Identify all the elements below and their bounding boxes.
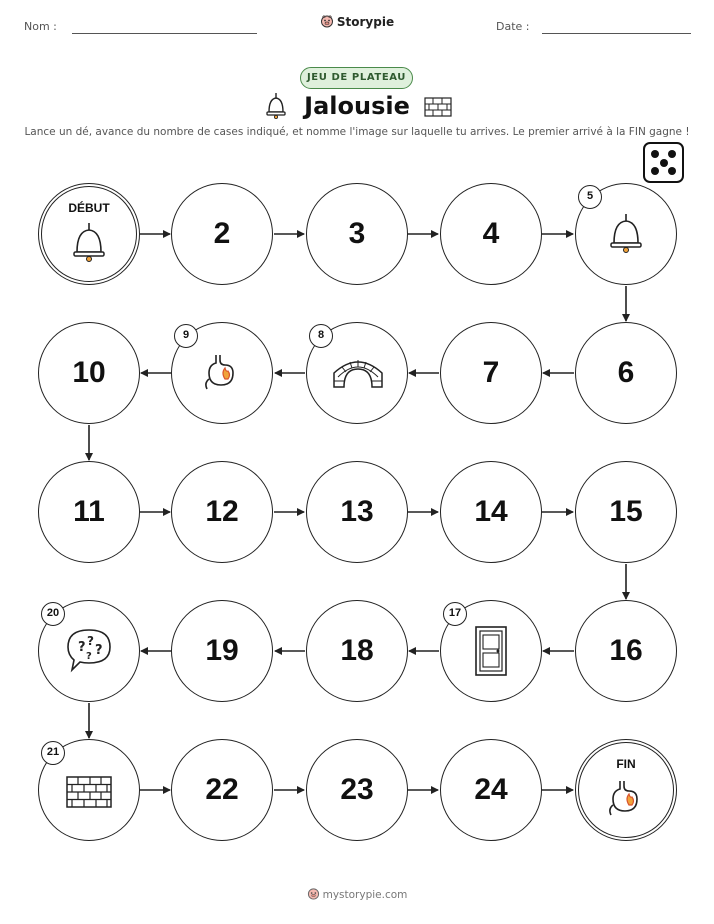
cell-number-badge: 17	[443, 602, 467, 626]
board-cell: 19	[171, 600, 273, 702]
board-cell: 13	[306, 461, 408, 563]
board-cell: 7	[440, 322, 542, 424]
board-cell: 2	[171, 183, 273, 285]
svg-text:?: ?	[95, 643, 103, 658]
stone-arch-bridge-icon	[332, 355, 384, 389]
board-cell-picture	[306, 322, 408, 424]
cell-number-badge: 8	[309, 324, 333, 348]
date-label: Date :	[496, 20, 530, 33]
cell-number-badge: 9	[174, 324, 198, 348]
footer	[0, 887, 714, 903]
game-type-badge: JEU DE PLATEAU	[300, 67, 413, 89]
page-title: Jalousie	[304, 92, 410, 120]
board-cell-picture	[38, 739, 140, 841]
finish-label: FIN	[616, 757, 636, 771]
question-speech-bubble-icon	[65, 627, 113, 673]
cell-number-badge: 5	[578, 185, 602, 209]
burning-stomach-icon	[605, 777, 647, 819]
board-cell: 6	[575, 322, 677, 424]
burning-stomach-icon	[201, 351, 243, 393]
footer-url[interactable]: mystorypie.com	[322, 889, 408, 901]
cell-number-badge: 21	[41, 741, 65, 765]
name-label: Nom :	[24, 20, 57, 33]
board-cell-picture	[38, 600, 140, 702]
cell-number-badge: 20	[41, 602, 65, 626]
board-cell: 3	[306, 183, 408, 285]
svg-text:?: ?	[86, 651, 92, 662]
start-label: DÉBUT	[68, 201, 110, 215]
board-cell-start	[38, 183, 140, 285]
brick-wall-icon	[66, 776, 112, 808]
board-cell: 16	[575, 600, 677, 702]
brand-name: Storypie	[336, 15, 395, 29]
bell-icon	[68, 221, 110, 263]
storypie-logo-icon	[307, 887, 320, 903]
board-cell: 24	[440, 739, 542, 841]
board-cell: 4	[440, 183, 542, 285]
board-cell: 12	[171, 461, 273, 563]
board-cell: 18	[306, 600, 408, 702]
board-cell: 15	[575, 461, 677, 563]
board-cell: 22	[171, 739, 273, 841]
door-icon	[473, 625, 509, 677]
board-cell-finish	[575, 739, 677, 841]
board-cell: 23	[306, 739, 408, 841]
instructions: Lance un dé, avance du nombre de cases indiqué, et nomme l'image sur laquelle tu arrives. Le premier arrivé à la FIN gagne !	[24, 126, 690, 138]
board-cell: 14	[440, 461, 542, 563]
board-cell-picture	[440, 600, 542, 702]
board-cell-picture	[171, 322, 273, 424]
board-cell: 11	[38, 461, 140, 563]
svg-text:?: ?	[78, 640, 86, 655]
bell-icon	[605, 212, 647, 254]
svg-text:?: ?	[87, 634, 94, 648]
board-cell-picture	[575, 183, 677, 285]
board-cell: 10	[38, 322, 140, 424]
